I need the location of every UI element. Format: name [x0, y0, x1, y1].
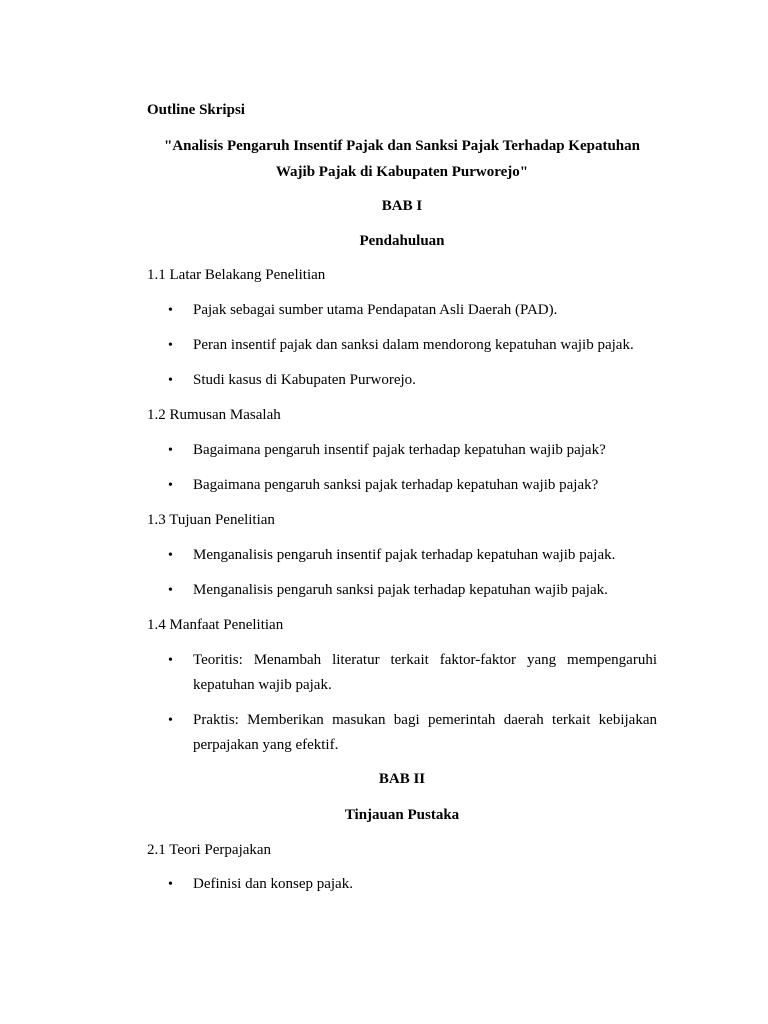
bullet-icon: • — [168, 373, 173, 388]
section-heading: 1.2 Rumusan Masalah — [147, 407, 281, 423]
list-item: Definisi dan konsep pajak. — [193, 876, 353, 892]
section-heading: 2.1 Teori Perpajakan — [147, 842, 272, 858]
bullet-icon: • — [168, 303, 173, 318]
list-item: Praktis: Memberikan masukan bagi pemerintah daerah terkait kebijakan — [193, 712, 657, 728]
bullet-icon: • — [168, 443, 173, 458]
list-item-continuation: kepatuhan wajib pajak. — [193, 677, 332, 693]
section-heading: 1.1 Latar Belakang Penelitian — [147, 267, 326, 283]
list-item: Bagaimana pengaruh sanksi pajak terhadap kepatuhan wajib pajak? — [193, 477, 599, 493]
list-item: Menganalisis pengaruh sanksi pajak terhadap kepatuhan wajib pajak. — [193, 582, 608, 598]
section-heading: 1.4 Manfaat Penelitian — [147, 617, 284, 633]
bullet-icon: • — [168, 548, 173, 563]
list-item: Peran insentif pajak dan sanksi dalam mendorong kepatuhan wajib pajak. — [193, 337, 634, 353]
bullet-icon: • — [168, 653, 173, 668]
thesis-title-line-1: "Analisis Pengaruh Insentif Pajak dan Sanksi Pajak Terhadap Kepatuhan — [164, 138, 640, 154]
list-item: Bagaimana pengaruh insentif pajak terhadap kepatuhan wajib pajak? — [193, 442, 606, 458]
chapter-1-label: BAB I — [381, 198, 423, 214]
list-item: Studi kasus di Kabupaten Purworejo. — [193, 372, 416, 388]
section-heading: 1.3 Tujuan Penelitian — [147, 512, 275, 528]
list-item: Pajak sebagai sumber utama Pendapatan Asli Daerah (PAD). — [193, 302, 558, 318]
outline-heading: Outline Skripsi — [147, 102, 245, 118]
bullet-icon: • — [168, 338, 173, 353]
chapter-1-title: Pendahuluan — [359, 233, 445, 249]
list-item: Menganalisis pengaruh insentif pajak terhadap kepatuhan wajib pajak. — [193, 547, 616, 563]
list-item: Teoritis: Menambah literatur terkait faktor-faktor yang mempengaruhi — [193, 652, 657, 668]
chapter-2-label: BAB II — [378, 771, 426, 787]
list-item-continuation: perpajakan yang efektif. — [193, 737, 339, 753]
chapter-2-title: Tinjauan Pustaka — [344, 807, 460, 823]
thesis-title-line-2: Wajib Pajak di Kabupaten Purworejo" — [275, 164, 529, 180]
bullet-icon: • — [168, 713, 173, 728]
bullet-icon: • — [168, 583, 173, 598]
bullet-icon: • — [168, 478, 173, 493]
bullet-icon: • — [168, 877, 173, 892]
